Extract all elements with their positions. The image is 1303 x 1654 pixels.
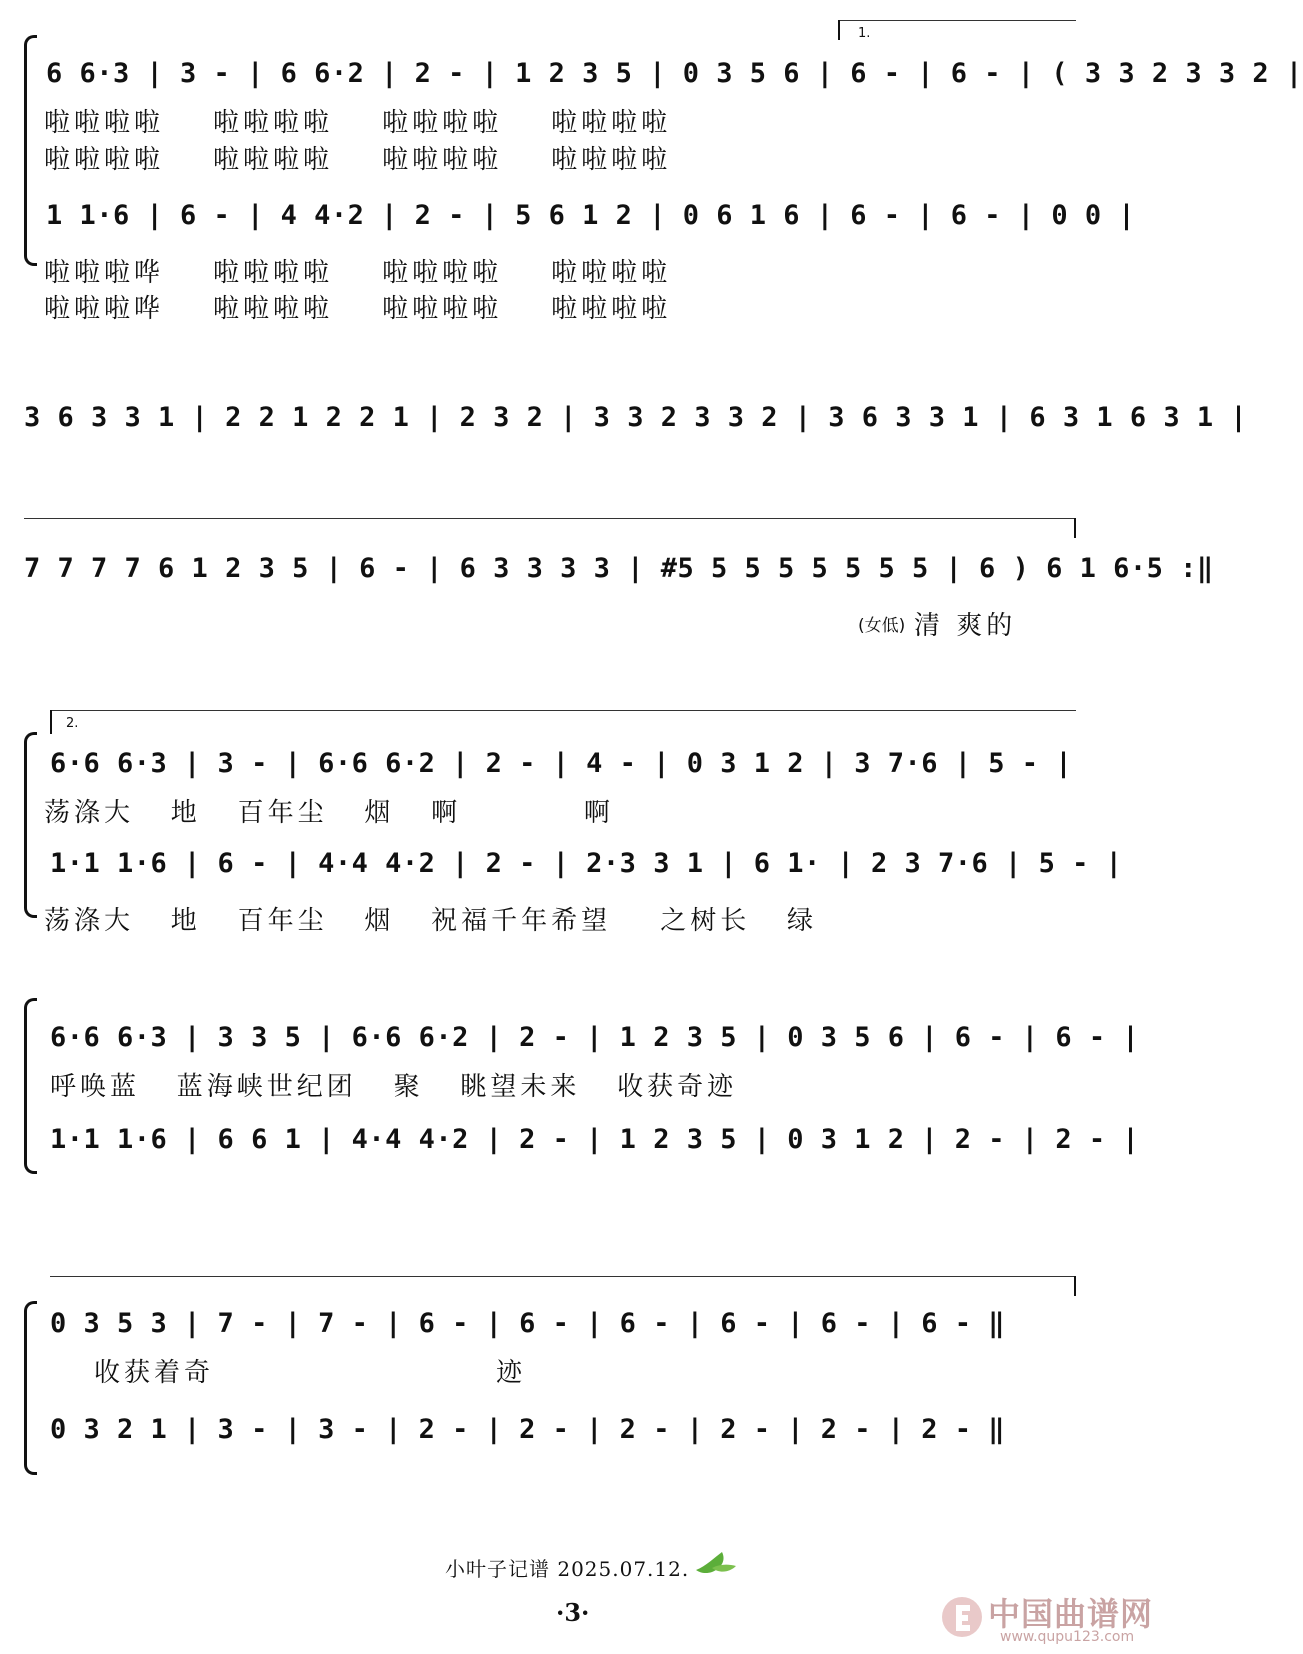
transcriber-credit: 小叶子记谱 2025.07.12. [445,1557,690,1581]
volta-1-label: 1. [858,26,871,41]
system-brace [24,732,37,918]
upper-lyrics-verse-2: 啦啦啦啦 啦啦啦啦 啦啦啦啦 啦啦啦啦 [44,145,672,175]
system-5 [0,998,1157,1198]
system-2 [0,392,1248,452]
system-3 [0,518,1214,648]
logo-url: www.qupu123.com [1000,1629,1135,1645]
upper-voice-notes: 6·6 6·3 | 3 - | 6·6 6·2 | 2 - | 4 - | 0 3 1 2 | 3 7·6 | 5 - | [50,748,1073,779]
lower-lyrics-verse-2: 啦啦啦哗 啦啦啦啦 啦啦啦啦 啦啦啦啦 [44,294,672,324]
volta-2-label: 2. [66,716,79,731]
lower-lyrics-verse-1: 啦啦啦哗 啦啦啦啦 啦啦啦啦 啦啦啦啦 [44,258,672,288]
lower-lyrics: 荡涤大 地 百年尘 烟 祝福千年希望 之树长 绿 [44,906,818,936]
lower-voice-notes: 1 1·6 | 6 - | 4 4·2 | 2 - | 5 6 1 2 | 0 6 1 6 | 6 - | 6 - | 0 0 | [46,200,1136,231]
leaf-icon [692,1548,740,1576]
lower-voice-notes: 0 3 2 1 | 3 - | 3 - | 2 - | 2 - | 2 - | 2 - | 2 - | 2 - ‖ [50,1414,1006,1445]
upper-lyrics: 收获着奇 迹 [94,1358,527,1388]
lyrics: 清 爽的 [914,611,1017,641]
upper-voice-notes: 6·6 6·3 | 3 3 5 | 6·6 6·2 | 2 - | 1 2 3 5 | 0 3 5 6 | 6 - | 6 - | [50,1022,1140,1053]
upper-lyrics-verse-1: 啦啦啦啦 啦啦啦啦 啦啦啦啦 啦啦啦啦 [44,108,672,138]
upper-lyrics: 呼唤蓝 蓝海峡世纪团 聚 眺望未来 收获奇迹 [50,1072,738,1102]
site-watermark-logo [940,1585,1155,1651]
system-brace [24,35,37,266]
logo-text: 中国曲谱网 [988,1595,1154,1633]
upper-voice-notes: 0 3 5 3 | 7 - | 7 - | 6 - | 6 - | 6 - | 6 - | 6 - | 6 - ‖ [50,1308,1006,1339]
instrumental-notes: 3 6 3 3 1 | 2 2 1 2 2 1 | 2 3 2 | 3 3 2 3 3 2 | 3 6 3 3 1 | 6 3 1 6 3 1 | [24,402,1248,433]
upper-lyrics: 荡涤大 地 百年尘 烟 啊 啊 [44,798,614,828]
system-4 [0,710,1157,940]
voice-tag: (女低) [858,616,906,636]
page-number: ·3· [556,1598,590,1627]
system-brace [24,1301,37,1475]
logo-mark-icon [940,1595,984,1639]
upper-voice-notes: 6 6·3 | 3 - | 6 6·2 | 2 - | 1 2 3 5 | 0 3 5 6 | 6 - | 6 - | ( 3 3 2 3 3 2 | [46,58,1303,89]
instrumental-notes: 7 7 7 7 6 1 2 3 5 | 6 - | 6 3 3 3 3 | #5 5 5 5 5 5 5 5 | 6 ) 6 1 6·5 :‖ [24,553,1214,584]
lower-voice-notes: 1·1 1·6 | 6 6 1 | 4·4 4·2 | 2 - | 1 2 3 5 | 0 3 1 2 | 2 - | 2 - | [50,1124,1140,1155]
system-brace [24,998,37,1174]
volta-line [838,20,1076,21]
system-6 [0,1276,1157,1476]
system-1 [0,20,1303,324]
lower-voice-notes: 1·1 1·6 | 6 - | 4·4 4·2 | 2 - | 2·3 3 1 | 6 1· | 2 3 7·6 | 5 - | [50,848,1123,879]
